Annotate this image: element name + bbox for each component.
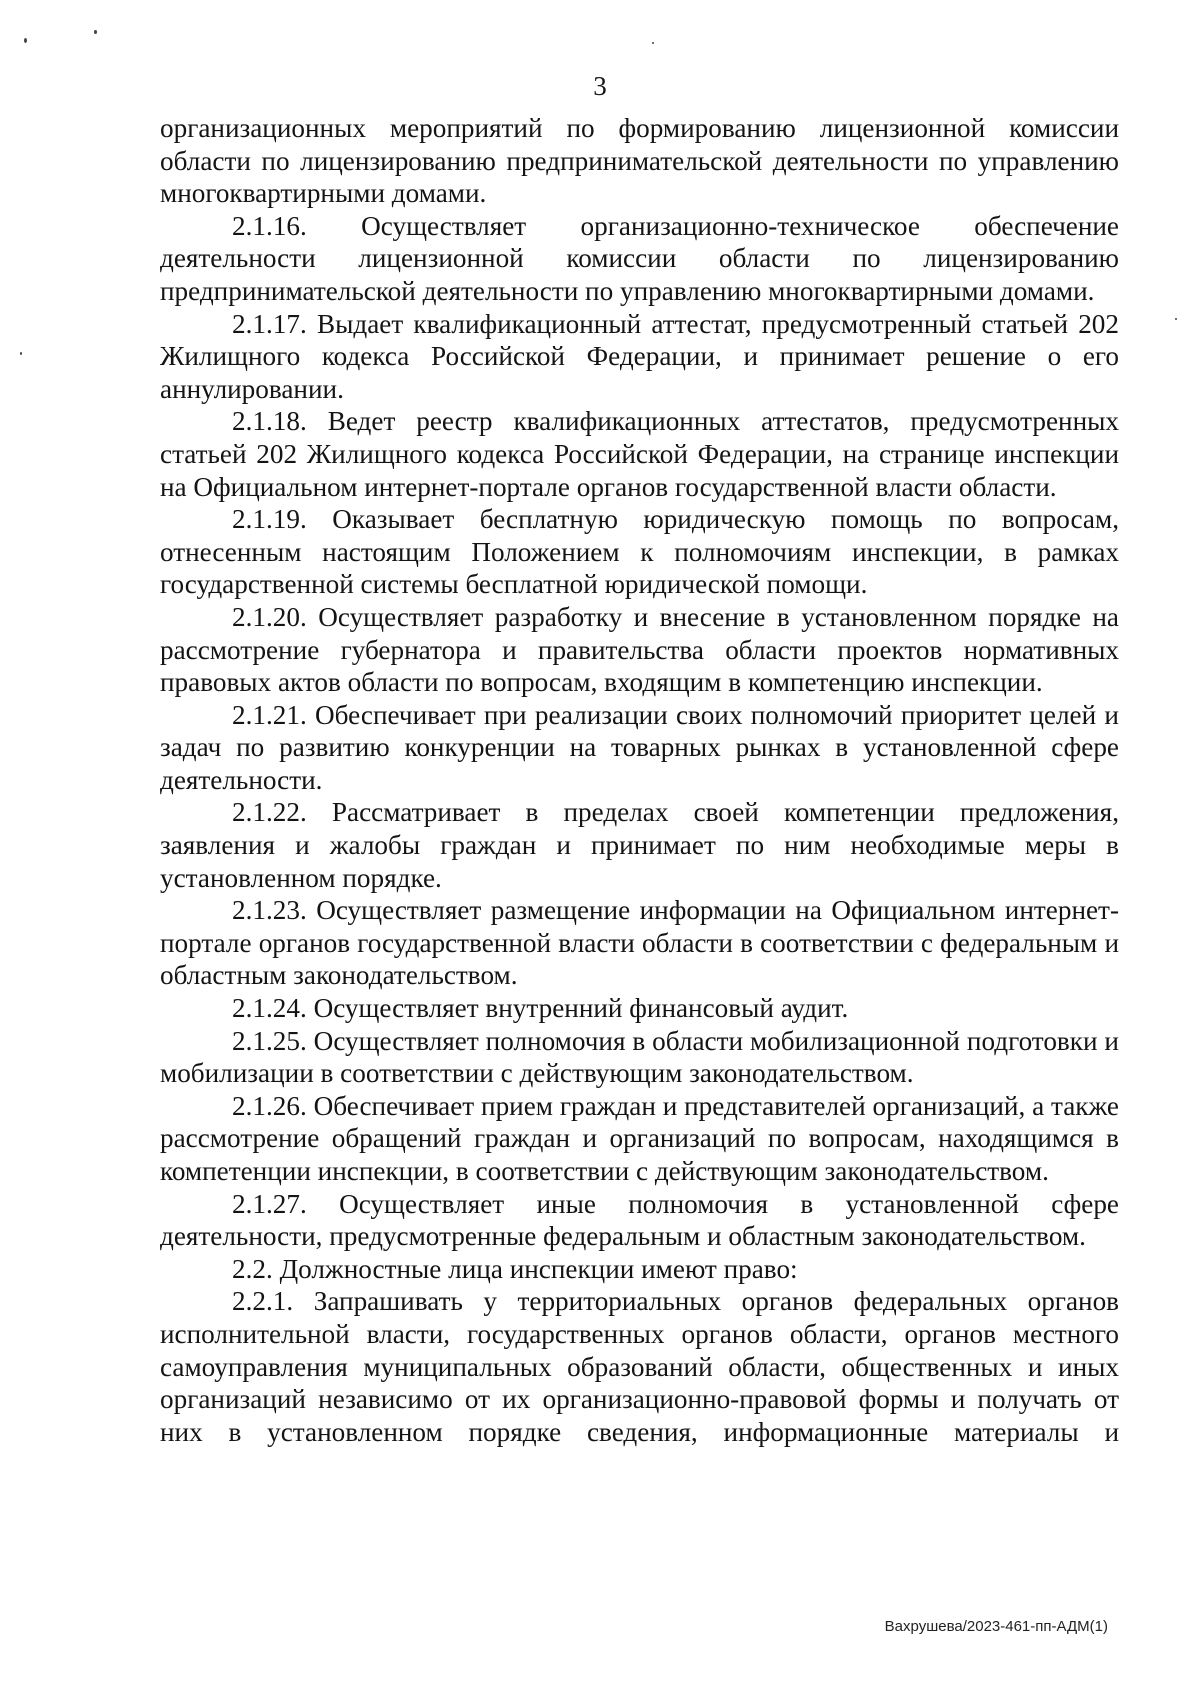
paragraph-2-1-25: 2.1.25. Осуществляет полномочия в области мобилизационной подготовки и мобилизации в соответствии с действующим законодательством.: [160, 1025, 1119, 1089]
page-number: 3: [593, 71, 607, 101]
paragraph-2-1-27: 2.1.27. Осуществляет иные полномочия в установленной сфере деятельности, предусмотренные федеральным и областным законодательством.: [160, 1188, 1119, 1252]
scan-speck: [94, 30, 97, 34]
scan-speck: [24, 38, 27, 43]
paragraph-2-1-22: 2.1.22. Рассматривает в пределах своей компетенции предложения, заявления и жалобы граждан и принимает по ним необходимые меры в установленном порядке.: [160, 797, 1119, 893]
paragraph-2-1-26: 2.1.26. Обеспечивает прием граждан и представителей организаций, а также рассмотрение обращений граждан и организаций по вопросам, находящимся в компетенции инспекции, в соответствии с действующим законодательством.: [160, 1090, 1119, 1186]
paragraph-2-1-19: 2.1.19. Оказывает бесплатную юридическую помощь по вопросам, отнесенным настоящим Положением к полномочиям инспекции, в рамках государственной системы бесплатной юридической помощи.: [160, 504, 1119, 600]
paragraph-2-2-1: 2.2.1. Запрашивать у территориальных органов федеральных органов исполнительной власти, государственных органов области, органов местного самоуправления муниципальных образований области, общественных и иных организаций независимо от их организационно-правовой формы и получать от них в установленном порядке сведения, информационные материалы и: [160, 1286, 1119, 1447]
paragraph-2-1-21: 2.1.21. Обеспечивает при реализации своих полномочий приоритет целей и задач по развитию конкуренции на товарных рынках в установленной сфере деятельности.: [160, 699, 1119, 795]
scan-speck: [652, 42, 654, 44]
paragraph-2-1-20: 2.1.20. Осуществляет разработку и внесение в установленном порядке на рассмотрение губернатора и правительства области проектов нормативных правовых актов области по вопросам, входящим в компетенцию инспекции.: [160, 601, 1119, 698]
scan-speck: [1175, 318, 1177, 320]
paragraph-2-1-16: 2.1.16. Осуществляет организационно-техническое обеспечение деятельности лицензионной комиссии области по лицензированию предпринимательской деятельности по управлению многоквартирными домами.: [160, 210, 1119, 306]
scan-speck: [20, 352, 22, 355]
document-footer-code: Вахрушева/2023-461-пп-АДМ(1): [884, 1618, 1108, 1635]
paragraph-2-1-23: 2.1.23. Осуществляет размещение информации на Официальном интернет-портале органов государственной власти области в соответствии с федеральным и областным законодательством.: [160, 895, 1119, 991]
paragraph-continuation: организационных мероприятий по формированию лицензионной комиссии области по лицензированию предпринимательской деятельности по управлению многоквартирными домами.: [160, 113, 1119, 209]
paragraph-2-1-18: 2.1.18. Ведет реестр квалификационных аттестатов, предусмотренных статьей 202 Жилищного кодекса Российской Федерации, на странице инспекции на Официальном интернет-портале органов государственной власти области.: [160, 406, 1119, 502]
paragraph-2-1-17: 2.1.17. Выдает квалификационный аттестат, предусмотренный статьей 202 Жилищного кодекса Российской Федерации, и принимает решение о его аннулировании.: [160, 308, 1119, 404]
document-body: [160, 112, 1119, 1448]
paragraph-2-1-24: 2.1.24. Осуществляет внутренний финансовый аудит.: [232, 993, 849, 1024]
paragraph-2-2: 2.2. Должностные лица инспекции имеют право:: [232, 1253, 798, 1284]
